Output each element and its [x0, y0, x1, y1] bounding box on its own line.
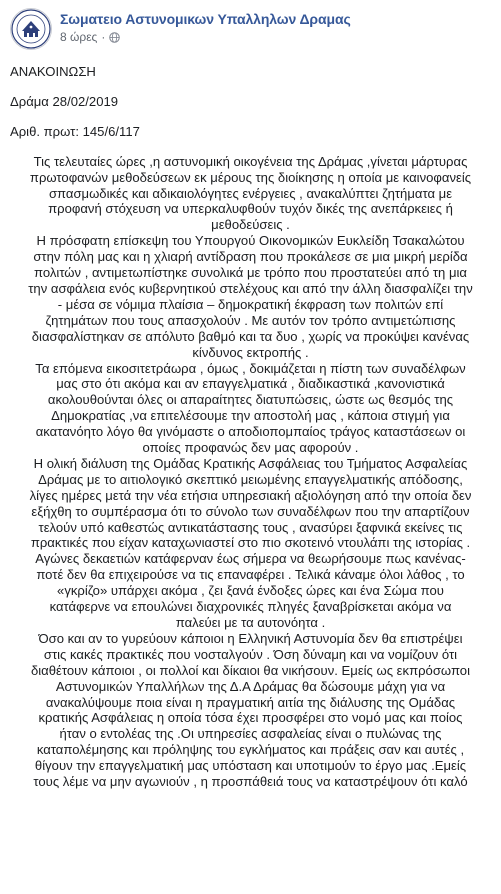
- post-header: [10, 8, 491, 58]
- text-line: κίνδυνος εκτροπής .: [192, 344, 309, 360]
- post-text-block: [10, 154, 491, 790]
- text-line: θίγουν την επαγγελματική μας υπόσταση και υποτιμούν το έργο μας .Εμείς: [34, 758, 467, 774]
- text-line: στην πόλη μας και η χλιαρή αντίδραση που προκάλεσε σε μια μικρή μερίδα: [33, 249, 468, 265]
- text-line: τελούν υπό καθεστώς αντικατάστασης τους , ανασύρει ξαφνικά εκείνες τις: [38, 519, 463, 535]
- text-line: ακολουθούνται όλες οι απαραίτητες διατυπώσεις, ώστε ως θεσμός της: [47, 392, 454, 408]
- text-line: οποίες προφανώς δεν μας αφορούν .: [142, 440, 359, 456]
- text-line: μεθοδεύσεις .: [211, 217, 290, 233]
- text-line: πολιτών , αντιμετωπίστηκε συνολικά με τρόπο που προστατεύει από τη μια: [33, 265, 467, 281]
- text-line: Τις τελευταίες ώρες ,η αστυνομική οικογένεια της Δράμας ,γίνεται μάρτυρας: [33, 153, 468, 169]
- text-line: «γκρίζο» υπάρχει ακόμα , ζει ξανά ένδοξες ώρες και ένα Σώμα που: [57, 583, 444, 599]
- text-line: διασφαλίστηκαν σε απόλυτο βαθμό και τα δυο , χωρίς να προκύψει κανένας: [31, 328, 470, 344]
- text-line: Δημοκρατίας ,να επιτελέσουμε την αποστολή μας , κάποια στιγμή για: [51, 408, 450, 424]
- text-line: κρατικής Ασφάλειας η οποία τόσα έχει προσφέρει στο νομό μας και ποίος: [38, 710, 463, 726]
- text-line: παλεύει με τα αυτονόητα .: [175, 615, 326, 630]
- text-line: μας στο ότι ακόμα και αν επαγγελματικά , διαδικαστικά ,κανονιστικά: [56, 376, 445, 392]
- text-line: Τα επόμενα εικοσιτετράωρα , όμως , δοκιμάζεται η πίστη των συναδέλφων: [35, 360, 466, 376]
- text-line: ποτέ δεν θα επιχειρούσε να τις επαναφέρει . Τελικά κάναμε όλοι λάθος , το: [36, 567, 465, 583]
- text-line: καταπολέμησης και πρόληψης του εγκλήματος και πράξεις σαν και αυτές ,: [36, 742, 465, 758]
- text-line: Η ολική διάλυση της Ομάδας Κρατικής Ασφάλειας του Τμήματος Ασφαλείας: [33, 455, 468, 471]
- text-line: ζητημάτων που τους απασχολούν . Με αυτόν τον τρόπο αντιμετώπισης: [45, 312, 456, 328]
- text-line: εξήχθη το συμπέρασμα ότι το σύνολο των συναδέλφων που την απαρτίζουν: [31, 503, 470, 519]
- post-heading: ΑΝΑΚΟΙΝΩΣΗ: [10, 64, 96, 79]
- text-line: σπασμωδικές και αδικαιολόγητες ενέργειες , ανακαλύπτει ζητήματα με: [48, 185, 453, 201]
- post-protocol-number: Αριθ. πρωτ: 145/6/117: [10, 123, 140, 139]
- text-line: Δράμας με το αιτιολογικό σκεπτικό μειωμένης επαγγελματικής απόδοσης,: [38, 471, 463, 487]
- post-date: Δράμα 28/02/2019: [10, 93, 119, 109]
- text-line: - μέσα σε νόμιμα πλαίσια – δημοκρατική έκφραση των πολιτών επί: [57, 296, 444, 312]
- text-line: Αγώνες δεκαετιών κατάφερναν έως σήμερα να θεωρήσουμε πως κανένας-: [35, 551, 466, 567]
- text-line: Αστυνομικών Υπαλλήλων της Δ.Α Δράμας θα δώσουμε μάχη για να: [55, 678, 446, 694]
- post-body: [10, 64, 491, 790]
- post-sub-info: [60, 28, 351, 46]
- separator-dot: ·: [101, 30, 106, 44]
- post-time[interactable]: 8 ώρες: [60, 30, 98, 44]
- text-line: ακατανόητο λόγο θα γινόμαστε ο αποδιοπομπαίος τράγος καταστάσεων οι: [35, 424, 466, 440]
- text-line: Όσο και αν το γυρεύουν κάποιοι η Ελληνική Αστυνομία δεν θα επιστρέψει: [38, 630, 463, 646]
- text-line: κατάφερνε να επουλώνει διαχρονικές πληγές ξαναβρίσκεται ακόμα να: [49, 599, 452, 615]
- text-line: στις κακές πρακτικές που νοσταλγούν . Όση δύναμη και να νομίζουν ότι: [43, 646, 458, 662]
- union-seal-icon: [11, 9, 51, 49]
- text-line: την ασφάλεια ενός κυβερνητικού στελέχους και από την άλλη διασφαλίζει την: [28, 280, 473, 296]
- text-line: τους λέμε να μην αγωνιούν , η προσπάθειά τους να καταστρέψουν ότι καλό: [33, 774, 468, 790]
- text-line: λίγες ημέρες μετά την νέα ετήσια υπηρεσιακή αξιολόγηση από την οποία δεν: [29, 487, 472, 503]
- text-line: Η πρόσφατη επίσκεψη του Υπουργού Οικονομικών Ευκλείδη Τσακαλώτου: [36, 233, 465, 249]
- text-line: πρωτοφανών μεθοδεύσεων εκ μέρους της διοίκησης η οποία με καινοφανείς: [29, 169, 472, 185]
- post-meta: [60, 8, 351, 46]
- text-line: ανακαλύψουμε ποια είναι η πραγματική αιτία της διάλυσης της Ομάδας: [45, 694, 456, 710]
- text-line: προφανή στόχευση να υπερκαλυφθούν τυχόν δικές της ανεπάρκειες ή: [48, 201, 453, 217]
- text-line: διαθέτουν κάποιοι , οι πολλοί και δίκαιοι θα νικήσουν. Εμείς ως εκπρόσωποι: [30, 662, 470, 678]
- text-line: ήταν ο εντολέας της .Οι υπηρεσίες ασφαλείας είναι ο πυλώνας της: [59, 726, 442, 742]
- page-avatar[interactable]: [10, 8, 52, 50]
- page-name-link[interactable]: Σωματειο Αστυνομικων Υπαλληλων Δραμας: [60, 11, 351, 27]
- text-line: πρακτικές που είχαν καταχωνιαστεί στο πιο σκοτεινό ντουλάπι της ιστορίας .: [30, 535, 471, 551]
- globe-icon[interactable]: [109, 32, 120, 43]
